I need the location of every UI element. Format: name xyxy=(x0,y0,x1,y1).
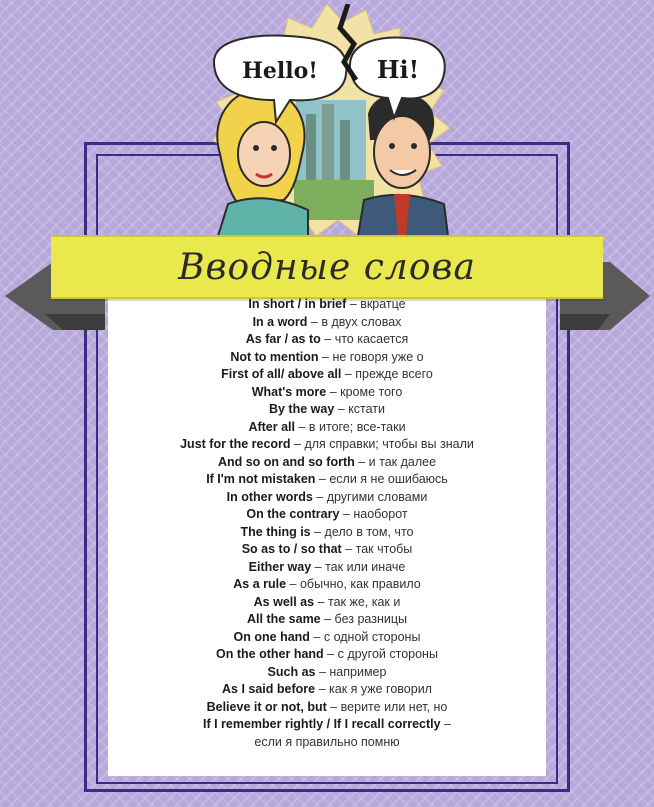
phrase-english: In short / in brief xyxy=(248,297,347,311)
phrase-english: If I remember rightly / If I recall correctly xyxy=(202,717,441,731)
phrase-english: As far / as to xyxy=(245,332,321,346)
hello-hi-illustration xyxy=(198,4,456,236)
phrase-english: The thing is xyxy=(240,524,311,539)
phrase-russian: с одной стороны xyxy=(323,629,421,644)
phrase-list xyxy=(108,296,546,751)
phrase-english: Such as xyxy=(267,664,316,679)
phrase-russian: для справки; чтобы вы знали xyxy=(304,437,474,451)
phrase-separator: – xyxy=(315,682,329,696)
phrase-item xyxy=(108,296,546,314)
phrase-item xyxy=(108,664,546,682)
phrase-item xyxy=(108,611,546,629)
phrase-separator: – xyxy=(310,524,325,539)
phrase-continuation: если я правильно помню xyxy=(254,734,400,749)
phrase-russian: вкратце xyxy=(360,297,406,311)
phrase-separator: – xyxy=(315,472,330,486)
phrase-separator: – xyxy=(318,349,333,364)
phrase-english: What's more xyxy=(251,384,327,399)
phrase-item xyxy=(108,716,546,734)
phrase-item xyxy=(108,576,546,594)
phrase-russian: наоборот xyxy=(353,507,408,521)
phrase-item xyxy=(108,454,546,472)
phrase-english: First of all/ above all xyxy=(221,367,342,381)
phrase-english: Believe it or not, but xyxy=(206,699,327,714)
phrase-russian: с другой стороны xyxy=(337,647,438,661)
title-banner xyxy=(51,235,603,299)
phrase-item xyxy=(108,681,546,699)
phrase-russian: в двух словах xyxy=(321,314,402,329)
phrase-russian: без разницы xyxy=(334,612,407,626)
phrase-separator: – xyxy=(339,507,354,521)
phrase-separator: – xyxy=(334,402,349,416)
phrase-english: On the other hand xyxy=(216,647,324,661)
phrase-item xyxy=(108,401,546,419)
phrase-separator: – xyxy=(320,332,335,346)
phrase-separator: – xyxy=(307,314,322,329)
phrase-russian: в итоге; все-таки xyxy=(308,419,406,434)
phrase-item xyxy=(108,384,546,402)
phrase-russian: если я не ошибаюсь xyxy=(329,472,448,486)
phrase-english: After all xyxy=(248,419,295,434)
phrase-russian: так же, как и xyxy=(328,594,401,609)
hi-bubble-text: Hi! xyxy=(376,55,420,84)
phrase-item xyxy=(108,594,546,612)
phrase-item xyxy=(108,419,546,437)
phrase-separator: – xyxy=(294,419,309,434)
phrase-english: As I said before xyxy=(222,682,316,696)
phrase-english: Not to mention xyxy=(230,349,319,364)
phrase-english: And so on and so forth xyxy=(217,454,355,469)
phrase-russian: кстати xyxy=(348,402,386,416)
phrase-russian: как я уже говорил xyxy=(329,682,432,696)
phrase-separator: – xyxy=(312,489,327,504)
phrase-item xyxy=(108,506,546,524)
phrase-separator: – xyxy=(341,542,356,556)
phrase-item xyxy=(108,646,546,664)
phrase-english: As well as xyxy=(253,594,315,609)
phrase-item xyxy=(108,629,546,647)
phrase-item xyxy=(108,471,546,489)
phrase-russian: например xyxy=(329,664,387,679)
phrase-russian: верите или нет, но xyxy=(340,699,448,714)
hello-bubble-text: Hello! xyxy=(242,58,318,84)
phrase-russian: и так далее xyxy=(368,454,437,469)
phrase-separator: – xyxy=(309,629,324,644)
phrase-item xyxy=(108,349,546,367)
phrase-item xyxy=(108,314,546,332)
phrase-item xyxy=(108,489,546,507)
phrase-english: On the contrary xyxy=(246,507,340,521)
banner-title: Вводные слова xyxy=(178,246,476,288)
phrase-russian: другими словами xyxy=(326,489,428,504)
phrase-separator: – xyxy=(346,297,361,311)
phrase-separator: – xyxy=(326,699,341,714)
phrase-item xyxy=(108,699,546,717)
phrase-separator: – xyxy=(311,559,326,574)
phrase-russian: так чтобы xyxy=(355,542,413,556)
phrase-separator: – xyxy=(326,384,341,399)
phrase-russian: дело в том, что xyxy=(324,524,414,539)
phrase-separator: – xyxy=(290,437,305,451)
phrase-english: In a word xyxy=(252,314,308,329)
phrase-russian: не говоря уже о xyxy=(332,349,424,364)
phrase-russian: обычно, как правило xyxy=(299,577,421,591)
phrase-russian: прежде всего xyxy=(355,367,433,381)
phrase-item xyxy=(108,331,546,349)
phrase-english: Just for the record xyxy=(180,437,291,451)
woman-figure xyxy=(217,89,308,236)
phrase-separator: – xyxy=(286,577,300,591)
phrase-separator: – xyxy=(323,647,338,661)
phrase-russian: что касается xyxy=(334,332,409,346)
phrase-item xyxy=(108,559,546,577)
phrase-english: By the way xyxy=(268,402,335,416)
phrase-item xyxy=(108,524,546,542)
phrase-english: If I'm not mistaken xyxy=(206,472,316,486)
phrase-english: Either way xyxy=(248,559,312,574)
phrase-russian: так или иначе xyxy=(325,559,406,574)
phrase-separator: – xyxy=(315,664,330,679)
phrase-english: In other words xyxy=(226,489,313,504)
phrase-english: On one hand xyxy=(233,629,310,644)
phrase-separator: – xyxy=(341,367,356,381)
phrase-english: All the same xyxy=(247,612,321,626)
phrase-item xyxy=(108,366,546,384)
phrase-russian: кроме того xyxy=(340,384,403,399)
phrase-english: So as to / so that xyxy=(241,542,342,556)
phrase-separator: – xyxy=(440,717,452,731)
phrase-item xyxy=(108,541,546,559)
phrase-separator: – xyxy=(354,454,369,469)
phrase-separator: – xyxy=(314,594,328,609)
phrase-item xyxy=(108,436,546,454)
phrase-separator: – xyxy=(320,612,335,626)
phrase-english: As a rule xyxy=(233,577,287,591)
